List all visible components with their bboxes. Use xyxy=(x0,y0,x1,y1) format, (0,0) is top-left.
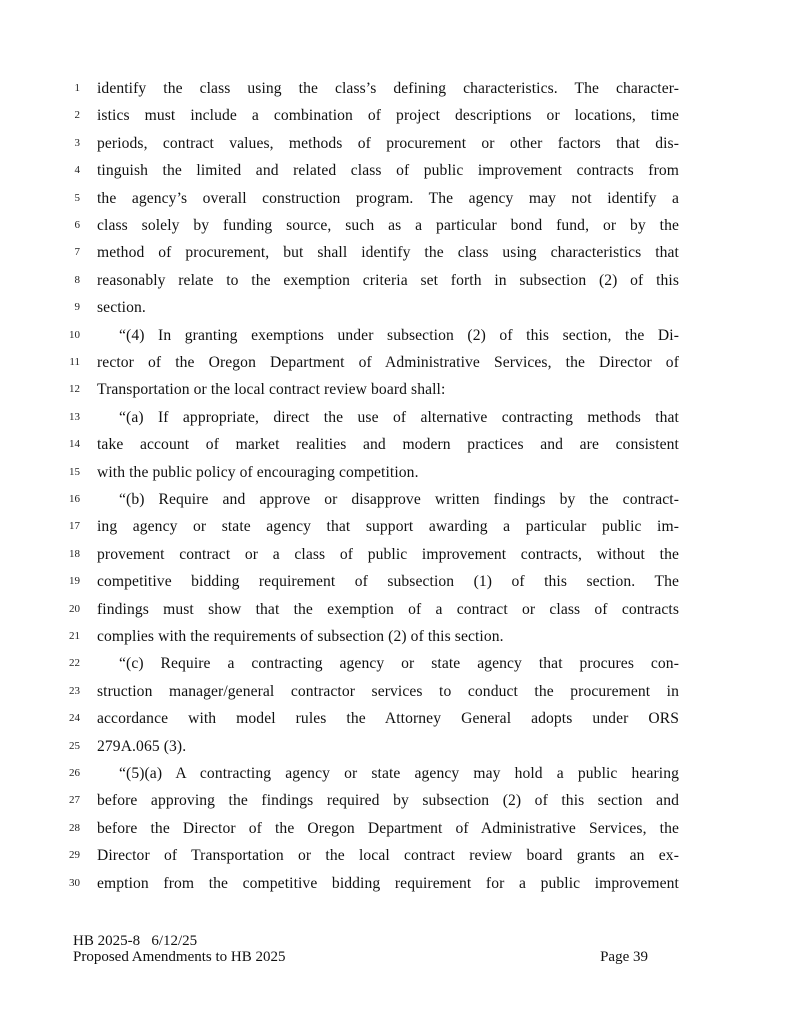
document-line xyxy=(0,513,800,540)
line-text: before the Director of the Oregon Department of Administrative Services, the xyxy=(97,819,679,837)
document-line xyxy=(0,459,800,486)
document-line xyxy=(0,678,800,705)
line-text: istics must include a combination of project descriptions or locations, time xyxy=(97,107,679,125)
document-line xyxy=(0,376,800,403)
line-text: Director of Transportation or the local contract review board grants an ex- xyxy=(97,847,679,865)
footer-bill-version: HB 2025-8 6/12/25 xyxy=(73,933,198,949)
line-text: “(a) If appropriate, direct the use of alternative contracting methods that xyxy=(119,408,679,426)
line-number: 23 xyxy=(69,684,80,697)
line-number: 2 xyxy=(74,109,80,122)
line-number: 17 xyxy=(69,520,80,533)
line-text: the agency’s overall construction program. The agency may not identify a xyxy=(97,189,679,207)
document-line xyxy=(0,541,800,568)
line-text: Transportation or the local contract review board shall: xyxy=(97,381,446,399)
line-text: rector of the Oregon Department of Administrative Services, the Director of xyxy=(97,354,679,371)
document-line xyxy=(0,102,800,129)
page-footer xyxy=(73,933,648,965)
line-number: 9 xyxy=(74,301,80,314)
line-number: 12 xyxy=(69,383,80,396)
line-number: 3 xyxy=(74,136,80,149)
line-text: before approving the findings required by subsection (2) of this section and xyxy=(97,792,679,810)
document-line xyxy=(0,212,800,239)
line-text: provement contract or a class of public improvement contracts, without the xyxy=(97,545,679,563)
document-line xyxy=(0,239,800,266)
line-number: 5 xyxy=(74,191,80,204)
line-text: tinguish the limited and related class of public improvement contracts from xyxy=(97,162,679,180)
line-number: 21 xyxy=(69,630,80,642)
document-line xyxy=(0,322,800,349)
line-number: 26 xyxy=(69,767,80,779)
line-text: complies with the requirements of subsection (2) of this section. xyxy=(97,628,504,645)
line-number: 27 xyxy=(69,794,80,807)
line-text: section. xyxy=(97,299,146,317)
document-line xyxy=(0,870,800,897)
document-line xyxy=(0,404,800,431)
line-number: 20 xyxy=(69,602,80,615)
line-text: findings must show that the exemption of a contract or class of contracts xyxy=(97,600,679,618)
line-number: 28 xyxy=(69,821,80,834)
line-number: 14 xyxy=(69,438,80,451)
line-text: “(4) In granting exemptions under subsection (2) of this section, the Di- xyxy=(119,326,679,344)
line-text: with the public policy of encouraging competition. xyxy=(97,463,419,481)
line-text: 279A.065 (3). xyxy=(97,737,187,755)
line-number: 30 xyxy=(69,876,80,889)
line-text: reasonably relate to the exemption criteria set forth in subsection (2) of this xyxy=(97,271,679,289)
line-number: 18 xyxy=(69,547,80,560)
document-line xyxy=(0,486,800,513)
document-line xyxy=(0,349,800,376)
line-number: 4 xyxy=(74,164,80,177)
line-text: periods, contract values, methods of procurement or other factors that dis- xyxy=(97,134,679,152)
line-number: 25 xyxy=(69,739,80,752)
document-line xyxy=(0,267,800,294)
line-text: identify the class using the class’s defining characteristics. The character- xyxy=(97,80,679,97)
line-number: 16 xyxy=(69,493,80,505)
footer-description: Proposed Amendments to HB 2025 xyxy=(73,949,286,965)
document-line xyxy=(0,130,800,157)
line-text: take account of market realities and modern practices and are consistent xyxy=(97,436,679,454)
line-number: 19 xyxy=(69,575,80,588)
document-line xyxy=(0,431,800,458)
line-number: 29 xyxy=(69,849,80,862)
line-text: class solely by funding source, such as a particular bond fund, or by the xyxy=(97,217,679,234)
line-number: 8 xyxy=(74,273,80,286)
document-line xyxy=(0,815,800,842)
line-text: competitive bidding requirement of subsection (1) of this section. The xyxy=(97,573,679,591)
line-text: struction manager/general contractor services to conduct the procurement in xyxy=(97,682,679,700)
document-line xyxy=(0,650,800,677)
line-number: 13 xyxy=(69,410,80,423)
document-line xyxy=(0,75,800,102)
line-number: 15 xyxy=(69,465,80,478)
document-line xyxy=(0,568,800,595)
document-line xyxy=(0,733,800,760)
document-line xyxy=(0,623,800,650)
line-text: ing agency or state agency that support awarding a particular public im- xyxy=(97,518,679,536)
document-line xyxy=(0,185,800,212)
line-number: 11 xyxy=(69,356,80,368)
line-number: 1 xyxy=(74,82,80,94)
line-text: method of procurement, but shall identify the class using characteristics that xyxy=(97,244,679,262)
line-number: 22 xyxy=(69,657,80,670)
document-line xyxy=(0,157,800,184)
document-line xyxy=(0,705,800,732)
document-line xyxy=(0,787,800,814)
footer-page-number: Page 39 xyxy=(600,949,648,965)
document-line xyxy=(0,842,800,869)
line-number: 10 xyxy=(69,328,80,341)
document-line xyxy=(0,596,800,623)
line-text: “(c) Require a contracting agency or state agency that procures con- xyxy=(119,655,679,673)
line-text: accordance with model rules the Attorney General adopts under ORS xyxy=(97,710,679,728)
line-text: emption from the competitive bidding requirement for a public improvement xyxy=(97,874,679,892)
line-number: 24 xyxy=(69,712,80,725)
document-line xyxy=(0,760,800,787)
line-text: “(b) Require and approve or disapprove written findings by the contract- xyxy=(119,491,679,508)
document-line xyxy=(0,294,800,321)
line-text: “(5)(a) A contracting agency or state agency may hold a public hearing xyxy=(119,765,679,782)
line-number: 6 xyxy=(74,219,80,231)
line-number: 7 xyxy=(74,246,80,259)
